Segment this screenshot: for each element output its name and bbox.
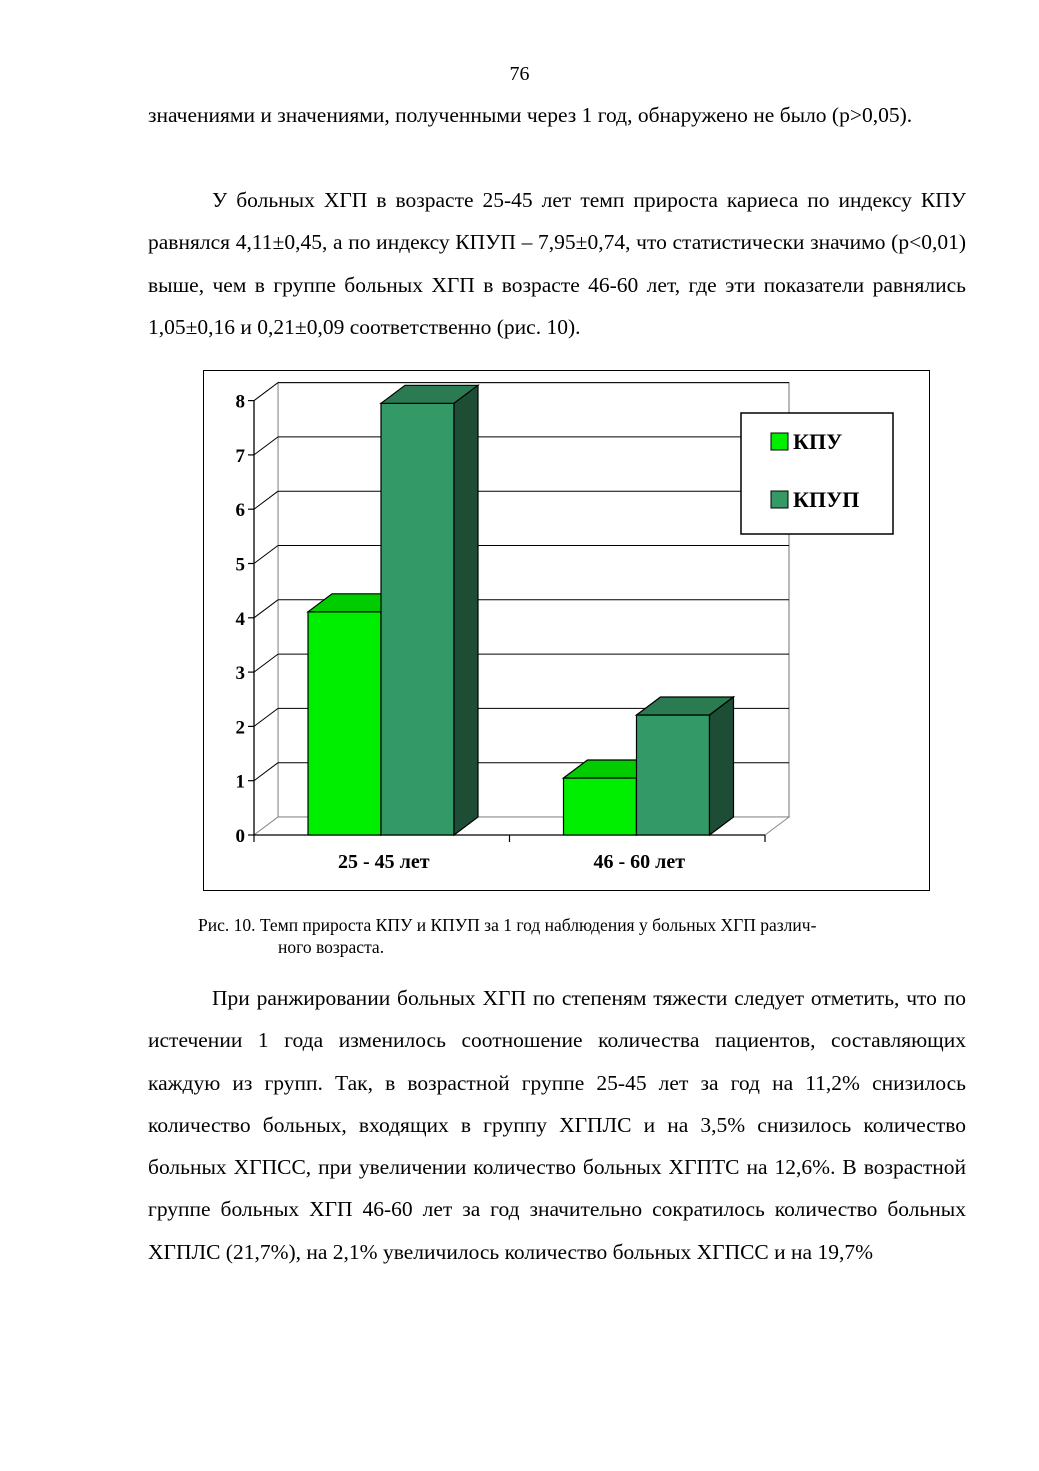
- page-number: 76: [509, 63, 530, 85]
- y-tick-label: 5: [235, 554, 245, 576]
- y-tick-label: 8: [235, 391, 245, 413]
- legend-swatch: [771, 491, 788, 508]
- bar-chart: [204, 371, 931, 892]
- caption-line-2: ного возраста.: [278, 937, 385, 957]
- legend-swatch: [771, 433, 788, 450]
- figure-caption: [198, 914, 958, 958]
- y-tick-label: 4: [235, 608, 245, 630]
- bar-side-КПУП: [454, 385, 478, 835]
- bar-front-КПУП: [637, 715, 710, 835]
- x-category-label: 46 - 60 лет: [593, 851, 686, 873]
- paragraph-continuation: значениями и значениями, полученными через 1 год, обнаружено не было (р>0,05).: [148, 103, 913, 127]
- y-tick-label: 2: [235, 717, 245, 739]
- x-category-label: 25 - 45 лет: [337, 851, 430, 873]
- y-tick-label: 1: [235, 771, 245, 793]
- bar-front-КПУ: [564, 778, 637, 835]
- y-tick-label: 0: [235, 826, 245, 847]
- legend-label: КПУ: [793, 429, 843, 454]
- caption-line-1: Рис. 10. Темп прироста КПУ и КПУП за 1 год наблюдения у больных ХГП различ-: [198, 915, 817, 935]
- figure-10-frame: [203, 370, 930, 891]
- paragraph-kpu-results: У больных ХГП в возрасте 25-45 лет темп прироста кариеса по индексу КПУ равнялся 4,11±0,45, а по индексу КПУП – 7,95±0,74, что статистически значимо (р<0,01) выше, чем в группе больных ХГП в возрасте 46-60 лет, где эти показатели равнялись 1,05±0,16 и 0,21±0,09 соответственно (рис. 10).: [148, 188, 966, 339]
- y-tick-label: 7: [235, 445, 245, 467]
- paragraph-severity-ranking: При ранжировании больных ХГП по степеням тяжести следует отметить, что по истечении 1 года изменилось соотношение количества пациентов, составляющих каждую из групп. Так, в возрастной группе 25-45 лет за год на 11,2% снизилось количество больных, входящих в группу ХГПЛС и на 3,5% снизилось количество больных ХГПСС, при увеличении количество больных ХГПТС на 12,6%. В возрастной группе больных ХГП 46-60 лет за год значительно сократилось количество больных ХГПЛС (21,7%), на 2,1% увеличилось количество больных ХГПСС и на 19,7%: [148, 986, 966, 1264]
- y-tick-label: 6: [235, 500, 245, 522]
- bar-front-КПУП: [381, 403, 454, 835]
- bar-side-КПУП: [710, 697, 734, 835]
- legend-label: КПУП: [793, 487, 860, 512]
- y-tick-label: 3: [235, 663, 245, 685]
- bar-front-КПУ: [308, 612, 381, 835]
